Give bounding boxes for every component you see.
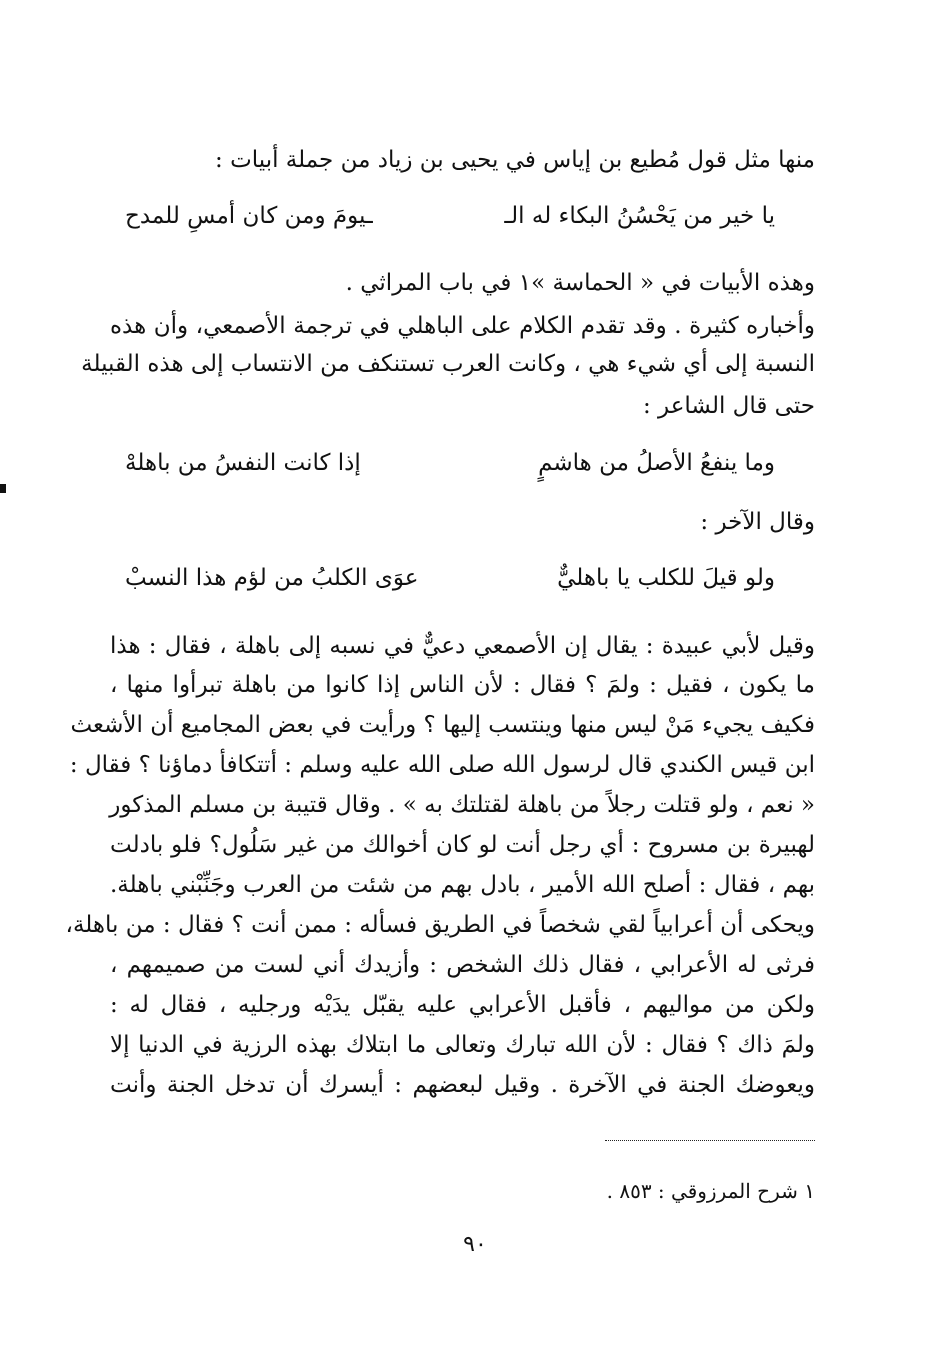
text-line: حتى قال الشاعر : [642,393,815,419]
text-line: « نعم ، ولو قتلت رجلاً من باهلة لقتلتك به » . وقال قتيبة بن مسلم المذكور [109,792,815,818]
text-line: فكيف يجيء مَنْ ليس منها وينتسب إليها ؟ ورأيت في بعض المجاميع أن الأشعث [70,712,815,738]
text-line: منها مثل قول مُطيع بن إياس في يحيى بن زياد من جملة أبيات : [215,147,815,173]
text-line: وقال الآخر : [700,509,815,535]
text-line: ما يكون ، فقيل : ولمَ ؟ فقال : لأن الناس إذا كانوا من باهلة تبرأوا منها ، [110,672,815,698]
footnote-separator [605,1140,815,1141]
text-line: لهبيرة بن مسروح : أي رجل أنت لو كان أخوالك من غير سَلُول؟ فلو بادلت [110,832,815,858]
text-line: ولكن من مواليهم ، فأقبل الأعرابي عليه يقبّل يدَيْه ورجليه ، فقال له : [110,992,815,1018]
text-line: وأخباره كثيرة . وقد تقدم الكلام على الباهلي في ترجمة الأصمعي، وأن هذه [110,313,815,339]
text-line: النسبة إلى أي شيء هي ، وكانت العرب تستنكف من الانتساب إلى هذه القبيلة [81,351,815,377]
page-edge-mark [0,484,6,493]
text-line: ابن قيس الكندي قال لرسول الله صلى الله عليه وسلم : أتتكافأ دماؤنا ؟ فقال : [69,752,815,778]
text-line: ويعوضك الجنة في الآخرة . وقيل لبعضهم : أيسرك أن تدخل الجنة وأنت [110,1072,815,1098]
text-line: بهم ، فقال : أصلح الله الأمير ، بادل بهم من شئت من العرب وجَنِّبْني باهلة. [110,872,815,898]
text-line: وهذه الأبيات في « الحماسة »١ في باب المراثي . [345,270,815,296]
footnote: ١ شرح المرزوقي : ٨٥٣ . [606,1179,815,1203]
text-line: وقيل لأبي عبيدة : يقال إن الأصمعي دعيٌّ في نسبه إلى باهلة ، فقال : هذا [110,633,815,659]
text-line: ويحكى أن أعرابياً لقي شخصاً في الطريق فسأله : ممن أنت ؟ فقال : من باهلة، [65,912,815,938]
verse-2-second-hemistich: إذا كانت النفسُ من باهلهْ [125,450,361,476]
verse-2-first-hemistich: وما ينفعُ الأصلُ من هاشمٍ [538,450,775,476]
text-line: ولمَ ذاك ؟ فقال : لأن الله تبارك وتعالى ما ابتلاك بهذه الرزية في الدنيا إلا [110,1032,815,1058]
page-number: ٩٠ [463,1232,487,1257]
verse-1-first-hemistich: يا خير من يَحْسُنُ البكاء له الـ [504,203,775,229]
verse-3-first-hemistich: ولو قيلَ للكلب يا باهليٌّ [557,565,775,591]
text-line: فرثى له الأعرابي ، فقال ذلك الشخص : وأزيدك أني لست من صميمهم ، [110,952,815,978]
verse-3-second-hemistich: عوَى الكلبُ من لؤم هذا النسبْ [125,565,419,591]
verse-1-second-hemistich: ـيومَ ومن كان أمسِ للمدح [125,203,373,229]
document-page [65,135,815,1245]
